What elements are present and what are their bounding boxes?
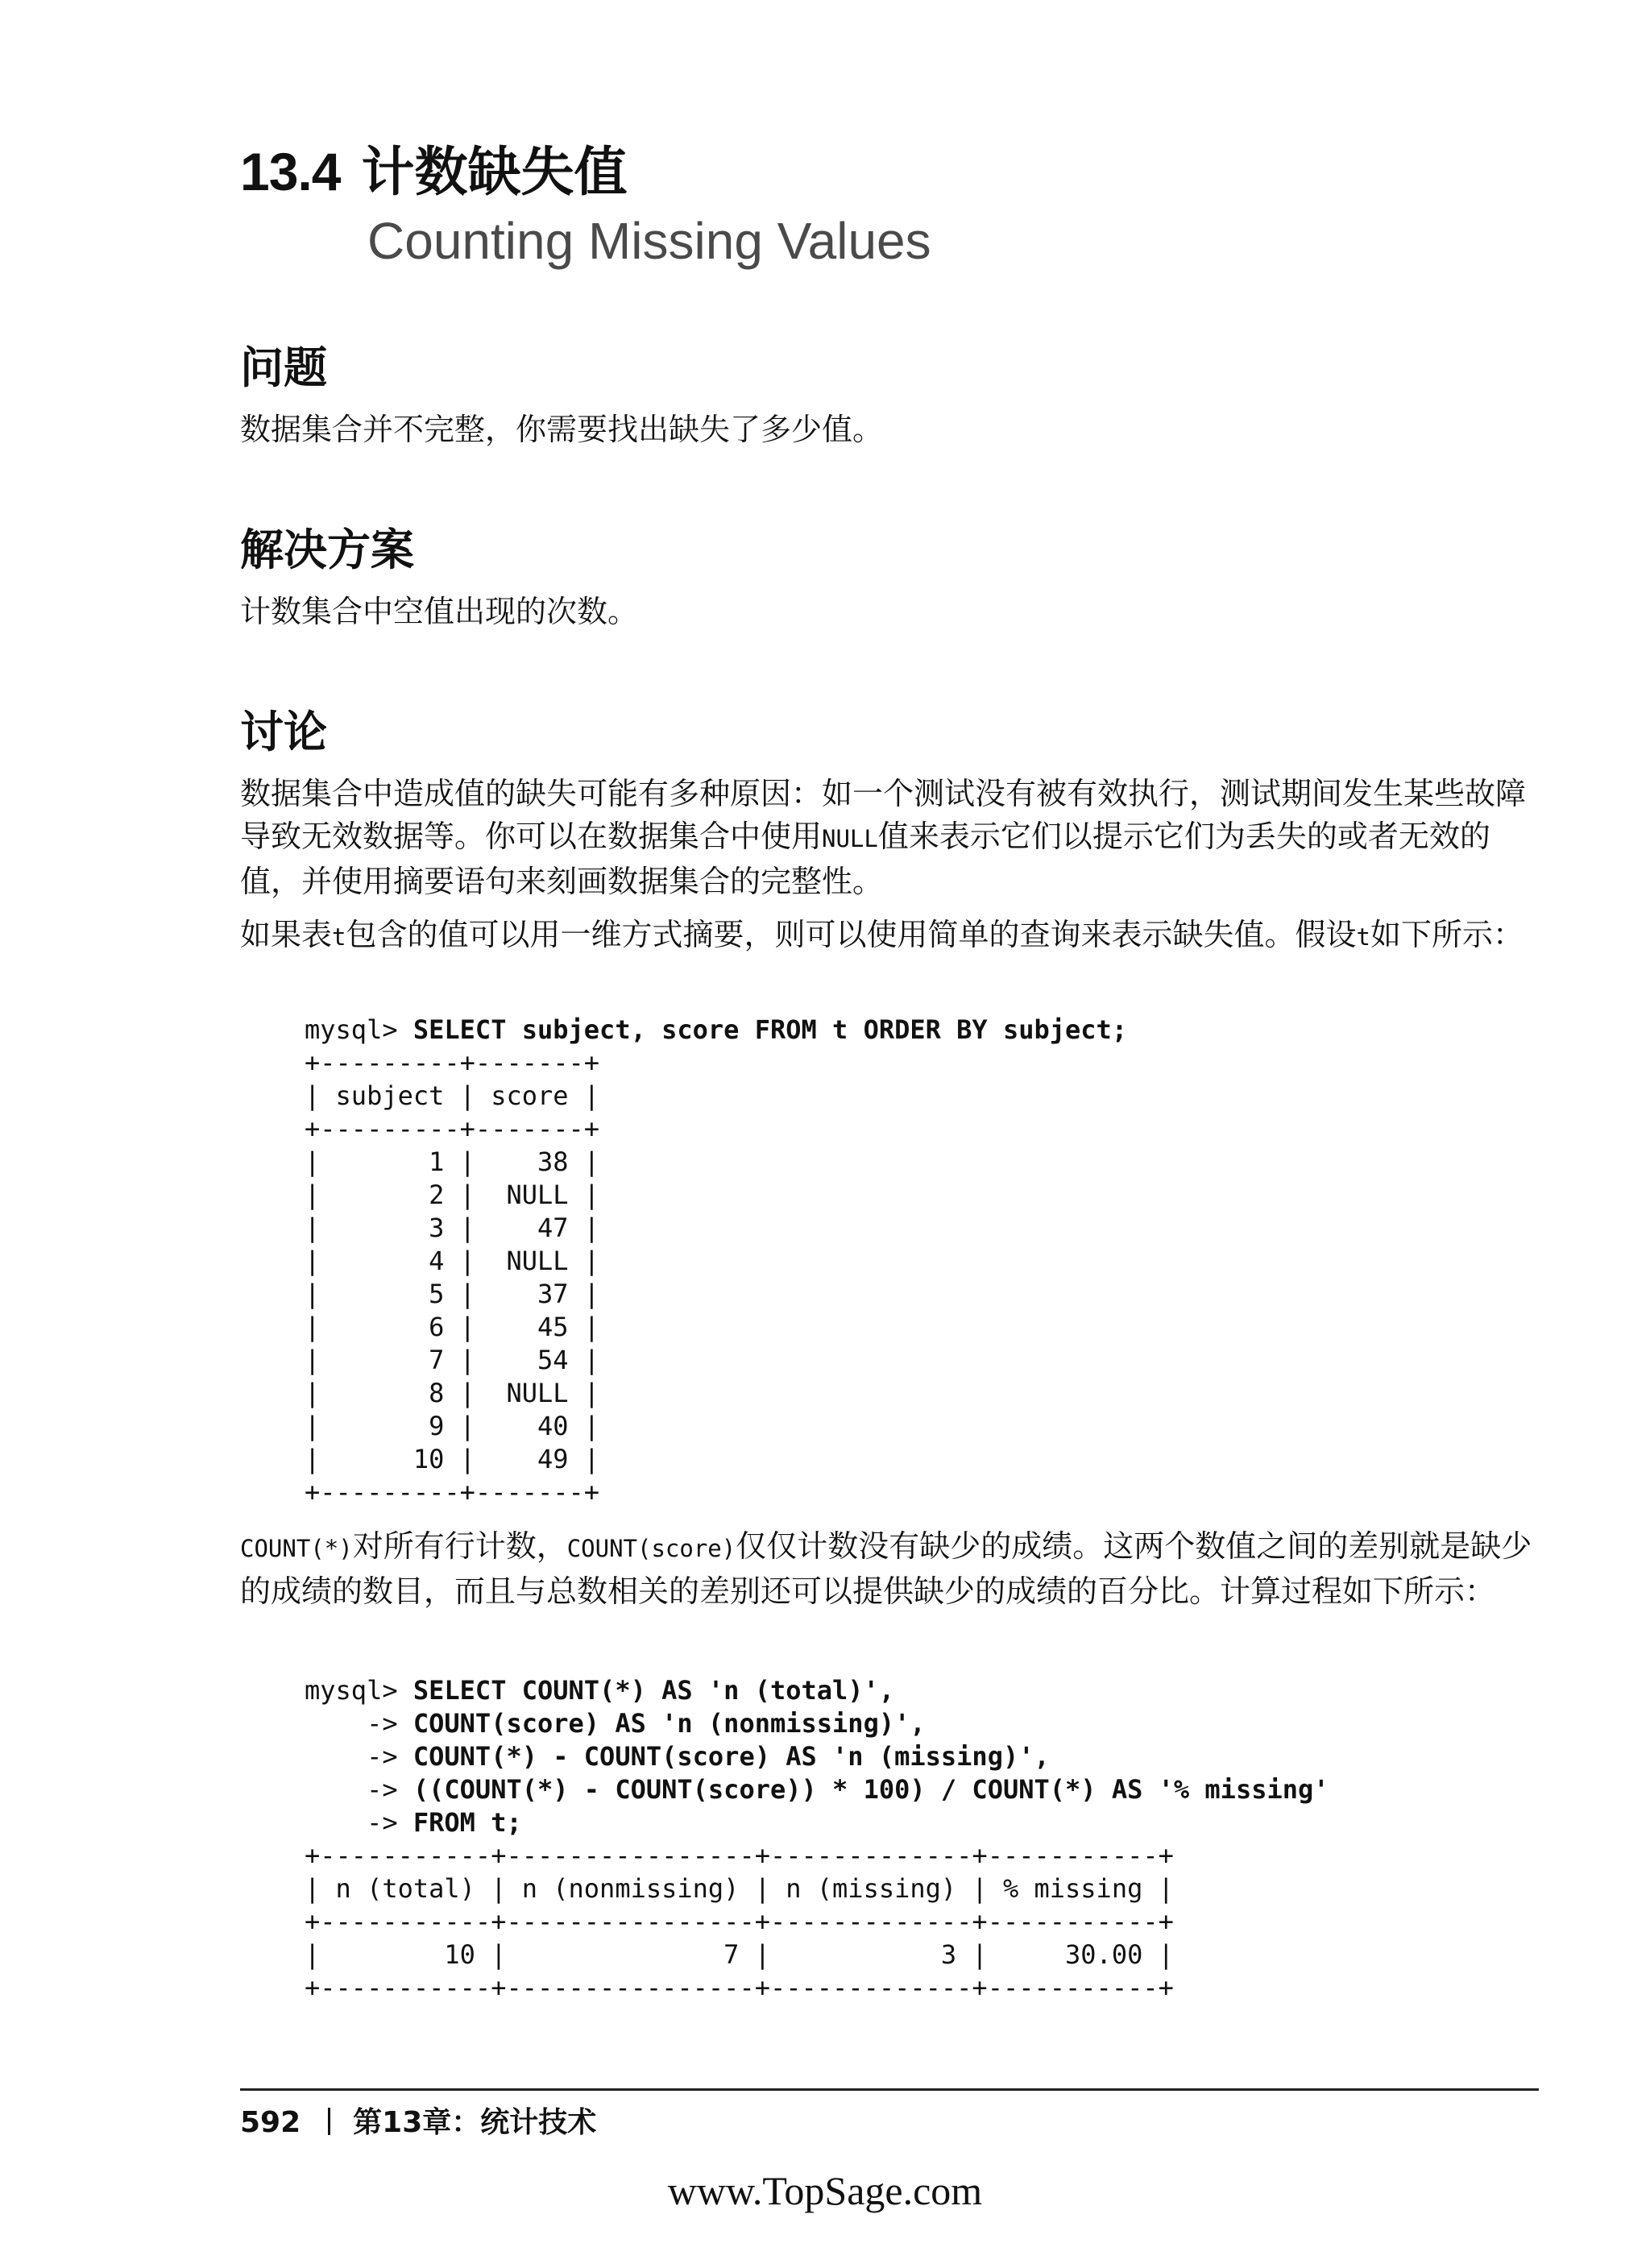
section-number: 13.4 (240, 142, 341, 201)
table-cell: 40 (491, 1411, 569, 1441)
table-row: | 4 | NULL | (305, 1246, 600, 1276)
sql-statement: COUNT(*) - COUNT(score) AS 'n (missing)', (412, 1741, 1050, 1772)
problem-text: 数据集合并不完整，你需要找出缺失了多少值。 (240, 412, 884, 447)
sql-line (305, 1774, 1329, 1805)
solution-heading: 解决方案 (240, 525, 414, 575)
table-row: | 3 | 47 | (305, 1213, 600, 1243)
table-border: +-----------+----------------+-------------+-----------+ (305, 1972, 1174, 2003)
inline-code-count-all: COUNT(*) (240, 1535, 353, 1562)
table-cell: 7 (335, 1345, 445, 1375)
table-cell: 2 (335, 1180, 445, 1210)
discussion-paragraph-3 (240, 1525, 1537, 1613)
inline-code-table-t: t (1356, 923, 1370, 951)
table-cell: 3 (786, 1939, 957, 1970)
table-cell: 8 (335, 1378, 445, 1408)
table-cell: 45 (491, 1312, 569, 1342)
sql-statement: SELECT subject, score FROM t ORDER BY subject; (412, 1014, 1128, 1045)
footer-rule (240, 2088, 1539, 2091)
inline-code-count-score: COUNT(score) (566, 1535, 736, 1562)
table-cell: NULL (491, 1180, 569, 1210)
sql-statement: ((COUNT(*) - COUNT(score)) * 100) / COUNT(*) AS '% missing' (412, 1774, 1329, 1805)
table-border: +---------+-------+ (305, 1047, 600, 1078)
table-cell: 1 (335, 1146, 445, 1177)
section-title-en: Counting Missing Values (367, 212, 931, 270)
section-header (240, 129, 1529, 270)
text-run: 如果表 (240, 917, 333, 952)
continuation-prompt: -> (305, 1807, 413, 1838)
problem-heading: 问题 (240, 342, 327, 393)
inline-code-null: NULL (822, 825, 878, 852)
table-cell: 37 (491, 1279, 569, 1309)
table-cell: 3 (335, 1213, 445, 1243)
table-row: | 10 | 49 | (305, 1444, 600, 1474)
table-row: | 1 | 38 | (305, 1146, 600, 1177)
sql-line (305, 1675, 894, 1706)
discussion-heading: 讨论 (240, 707, 327, 757)
text-run: 仅仅计数没有缺少的成绩。这两个数值之间的差别就是缺少的成绩的数目，而且与总数相关的差别还可以提供缺少的成绩的百分比。计算过程如下所示： (240, 1528, 1532, 1609)
footer-separator (328, 2108, 330, 2135)
code-block-query-2: mysql> SELECT COUNT(*) AS 'n (total)', -> COUNT(score) AS 'n (nonmissing)', -> COUNT(*) - COUNT(score) AS 'n (missing)', -> ((COUNT(*) - COUNT(score)) * 100) / COUNT(*) AS '% missing' -> FROM t; +-----------+----------------+-------------+-----------+ | n (total) | n (nonmissing) | n (missing) | % missing | +-----------+----------------+-------------+-----------+ | 10 | 7 | 3 | 30.00 | +-----------+----------------+-------------+-----------+ (305, 1675, 1329, 2003)
table-row: | 7 | 54 | (305, 1345, 600, 1375)
column-header: n (nonmissing) (521, 1873, 740, 1904)
table-cell: 38 (491, 1146, 569, 1177)
table-cell: 10 (335, 1939, 475, 1970)
table-cell: 9 (335, 1411, 445, 1441)
continuation-prompt: -> (305, 1708, 413, 1739)
sql-statement: SELECT COUNT(*) AS 'n (total)', (412, 1675, 895, 1706)
sql-statement: FROM t; (412, 1807, 522, 1838)
text-run: 如下所示： (1370, 917, 1524, 952)
site-watermark: www.TopSage.com (667, 2168, 983, 2213)
sql-line (305, 1741, 1050, 1772)
column-header: score (491, 1080, 569, 1111)
discussion-paragraph-1 (240, 773, 1537, 903)
chapter-title: 第13章：统计技术 (353, 2106, 597, 2139)
table-cell: NULL (491, 1246, 569, 1276)
column-header: subject (335, 1080, 445, 1111)
table-cell: NULL (491, 1378, 569, 1408)
mysql-prompt: mysql> (305, 1675, 413, 1706)
table-cell: 54 (491, 1345, 569, 1375)
table-cell: 4 (335, 1246, 445, 1276)
table-row: | 2 | NULL | (305, 1180, 600, 1210)
text-run: 包含的值可以用一维方式摘要，则可以使用简单的查询来表示缺失值。假设 (346, 917, 1357, 952)
table-row: | 9 | 40 | (305, 1411, 600, 1441)
page-number: 592 (240, 2106, 301, 2139)
table-border: +-----------+----------------+-------------+-----------+ (305, 1840, 1174, 1871)
text-run: 对所有行计数， (352, 1528, 567, 1564)
table-cell: 30.00 (1002, 1939, 1143, 1970)
table-cell: 47 (491, 1213, 569, 1243)
table-row: | 6 | 45 | (305, 1312, 600, 1342)
text-run: 值来表示它们以提示它们为丢失的或者无效的值，并使用摘要语句来刻画数据集合的完整性。 (240, 819, 1490, 899)
mysql-prompt: mysql> (305, 1014, 413, 1045)
sql-statement: COUNT(score) AS 'n (nonmissing)', (412, 1708, 926, 1739)
table-border: +---------+-------+ (305, 1113, 600, 1144)
section-title-zh: 计数缺失值 (361, 141, 628, 203)
continuation-prompt: -> (305, 1774, 413, 1805)
table-row: | 5 | 37 | (305, 1279, 600, 1309)
table-cell: 49 (491, 1444, 569, 1474)
inline-code-table-t: t (332, 923, 346, 951)
column-header: n (missing) (786, 1873, 957, 1904)
table-border: +-----------+----------------+-------------+-----------+ (305, 1906, 1174, 1937)
page-footer (240, 2100, 596, 2141)
table-cell: 7 (521, 1939, 740, 1970)
sql-line (305, 1807, 522, 1838)
code-block-query-1: mysql> SELECT subject, score FROM t ORDER BY subject; +---------+-------+ | subject | score | +---------+-------+ | 1 | 38 | | 2 | NULL | | 3 | 47 | | 4 | NULL | | 5 | 37 | | 6 | 45 | | 7 | 54 | | 8 | NULL | | 9 | 40 | | 10 | 49 | +---------+-------+ (305, 1014, 1128, 1507)
continuation-prompt: -> (305, 1741, 413, 1772)
discussion-paragraph-2 (240, 914, 1537, 959)
table-cell: 10 (335, 1444, 445, 1474)
column-header: n (total) (335, 1873, 475, 1904)
table-cell: 6 (335, 1312, 445, 1342)
sql-line (305, 1708, 926, 1739)
solution-text: 计数集合中空值出现的次数。 (240, 594, 639, 629)
table-row: | 8 | NULL | (305, 1378, 600, 1408)
column-header: % missing (1002, 1873, 1143, 1904)
table-row: | 10 | 7 | 3 | 30.00 | (305, 1939, 1174, 1970)
table-border: +---------+-------+ (305, 1477, 600, 1507)
sql-line (305, 1014, 1127, 1045)
text-run: 数据集合中造成值的缺失可能有多种原因：如一个测试没有被有效执行，测试期间发生某些故障导致无效数据等。你可以在数据集合中使用 (240, 776, 1527, 854)
table-cell: 5 (335, 1279, 445, 1309)
